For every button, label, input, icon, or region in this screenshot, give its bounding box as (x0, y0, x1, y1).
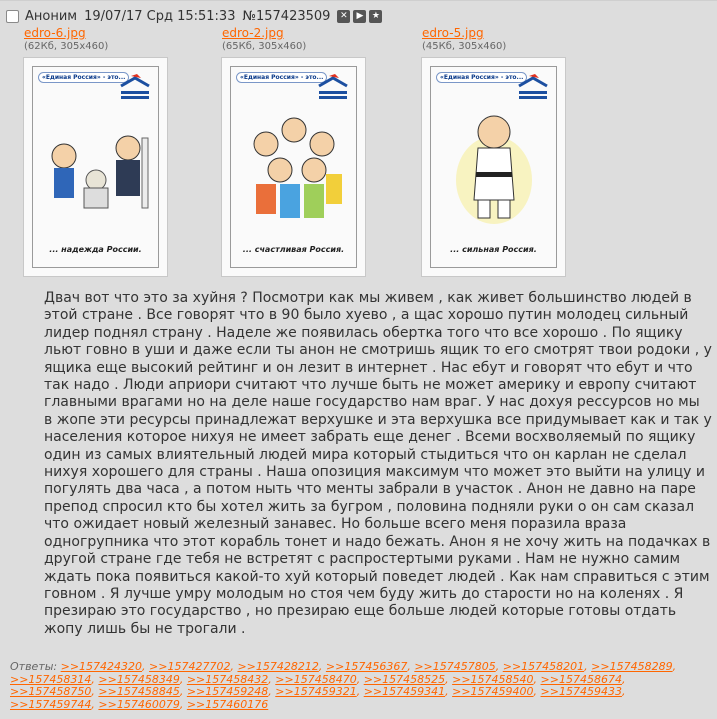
hide-icon[interactable]: ✕ (337, 10, 350, 23)
file-2 (222, 27, 372, 276)
file-meta: (65Кб, 305x460) (222, 41, 307, 52)
post-files (0, 27, 717, 277)
reply-link[interactable]: >>157458845 (98, 685, 180, 699)
reply-link[interactable]: >>157456367 (325, 660, 408, 673)
cartoon-illustration-icon (36, 118, 154, 218)
play-icon[interactable]: ▶ (353, 10, 366, 23)
reply-link[interactable]: >>157458540 (452, 672, 534, 686)
star-icon[interactable]: ★ (369, 10, 382, 23)
reply-link[interactable]: >>157459400 (452, 685, 534, 699)
party-logo-icon (515, 72, 551, 102)
cartoon-illustration-icon (452, 108, 536, 228)
cartoon-illustration-icon (236, 114, 352, 222)
reply-link[interactable]: >>157458314 (10, 672, 92, 686)
post-number[interactable]: №157423509 (242, 8, 331, 24)
party-logo-icon (315, 72, 351, 102)
reply-link[interactable]: >>157458525 (363, 672, 446, 686)
file-meta: (45Кб, 305x460) (422, 41, 507, 52)
party-logo-icon (117, 72, 153, 102)
post-replies (10, 661, 710, 711)
reply-link[interactable]: >>157460079 (98, 697, 180, 711)
reply-link[interactable]: >>157459744 (10, 697, 92, 711)
reply-link[interactable]: >>157458432 (186, 672, 269, 686)
reply-links: >>157424320, >>157427702, >>157428212, >>157456367, >>157457805, >>157458201, >>157458289, >>157458314, >>157458349, >>157458432, >>157458470, >>157458525, >>157458540, >>157458674, >>157458750, >>157458845, >>157459248, >>157459321, >>157459341, >>157459400, >>157459433, >>157459744, >>157460079, >>157460176 (10, 660, 677, 711)
reply-link[interactable]: >>157458750 (10, 685, 92, 699)
file-name[interactable]: edro-5.jpg (422, 26, 484, 40)
reply-link[interactable]: >>157428212 (237, 660, 319, 673)
file-thumbnail[interactable] (24, 58, 167, 276)
thumb-caption: ... счастливая Россия. (242, 245, 345, 254)
reply-link[interactable]: >>157458201 (502, 660, 585, 673)
file-3 (422, 27, 572, 276)
post-datetime: 19/07/17 Срд 15:51:33 (84, 8, 236, 24)
thumb-quote: «Единая Россия» - это... (436, 72, 527, 83)
replies-label: Ответы: (10, 660, 58, 673)
post-message: Двач вот что это за хуйня ? Посмотри как мы живем , как живет большинство людей в этой стране . Все говорят что в 90 было хуево , а щас хорошо путин молодец сильный лидер поднял страну . Наделе же появилась обертка того что все хорошо . По ящику льют говно в уши и даже если ты анон не смотришь ящик то его смотрят твои родоки , у ящика еще высокий рейтинг и он лезит в интернет . Нас ебут и говорят что ебут и что так надо . Люди априори считают что лучше быть не может америку и европу считают главными врагами но на деле наше государство нам враг. У нас дохуя рессурсов но мы в жопе эти ресурсы принадлежат верхушке и эта верхушка все придумывает как и так у населения которое нихуя не имеет забрать еще денег . Всеми восхволяемый по ящику один из самых влиятельный людей мира который стыдиться что он карлан не сделал нихуя хорошего для страны . Наша опозиция максимум что может это выйти на улицу и погулять два часа , а потом ныть что менты забрали в участок . Анон не давно на паре препод спросил кто бы хотел жить за бугром , половина подняли руки о он сам сказал что ожидает новый железный занавес. Но больше всего меня поразила вразa одногрупника что этот корабль тонет и надо бежать. Анон я не хочу жить на подачках в другой стране где тебя не встретят с распростертыми руками . Нам не нужно самим ждать пока появиться какой-то хуй который поведет людей . Как нам справиться с этим говном . Я лучше умру молодым но стоя чем буду жить до старости но на коленях . Я презираю это государство , но презираю еще больше людей которые готовы отдать жопу лишь бы не трогали . (44, 290, 712, 637)
thumb-quote: «Единая Россия» - это... (38, 72, 129, 83)
reply-link[interactable]: >>157459433 (540, 685, 622, 699)
thumb-quote: «Единая Россия» - это... (236, 72, 327, 83)
post-header (6, 7, 385, 25)
thumb-caption: ... сильная Россия. (450, 245, 537, 254)
reply-link[interactable]: >>157459341 (363, 685, 446, 699)
reply-link[interactable]: >>157458349 (98, 672, 180, 686)
file-thumbnail[interactable] (422, 58, 565, 276)
file-name[interactable]: edro-2.jpg (222, 26, 284, 40)
reply-link[interactable]: >>157458674 (540, 672, 622, 686)
file-name[interactable]: edro-6.jpg (24, 26, 86, 40)
thumb-caption: ... надежда России. (49, 245, 142, 254)
reply-link[interactable]: >>157424320 (60, 660, 143, 673)
reply-link[interactable]: >>157459321 (275, 685, 357, 699)
reply-link[interactable]: >>157457805 (414, 660, 496, 673)
reply-link[interactable]: >>157427702 (149, 660, 231, 673)
poster-name: Аноним (25, 8, 78, 24)
reply-link[interactable]: >>157458470 (275, 672, 357, 686)
reply-link[interactable]: >>157460176 (186, 697, 269, 711)
file-thumbnail[interactable] (222, 58, 365, 276)
reply-link[interactable]: >>157459248 (186, 685, 269, 699)
reply-link[interactable]: >>157458289 (591, 660, 673, 673)
post-checkbox[interactable] (6, 10, 19, 23)
file-meta: (62Кб, 305x460) (24, 41, 109, 52)
file-1 (24, 27, 174, 276)
